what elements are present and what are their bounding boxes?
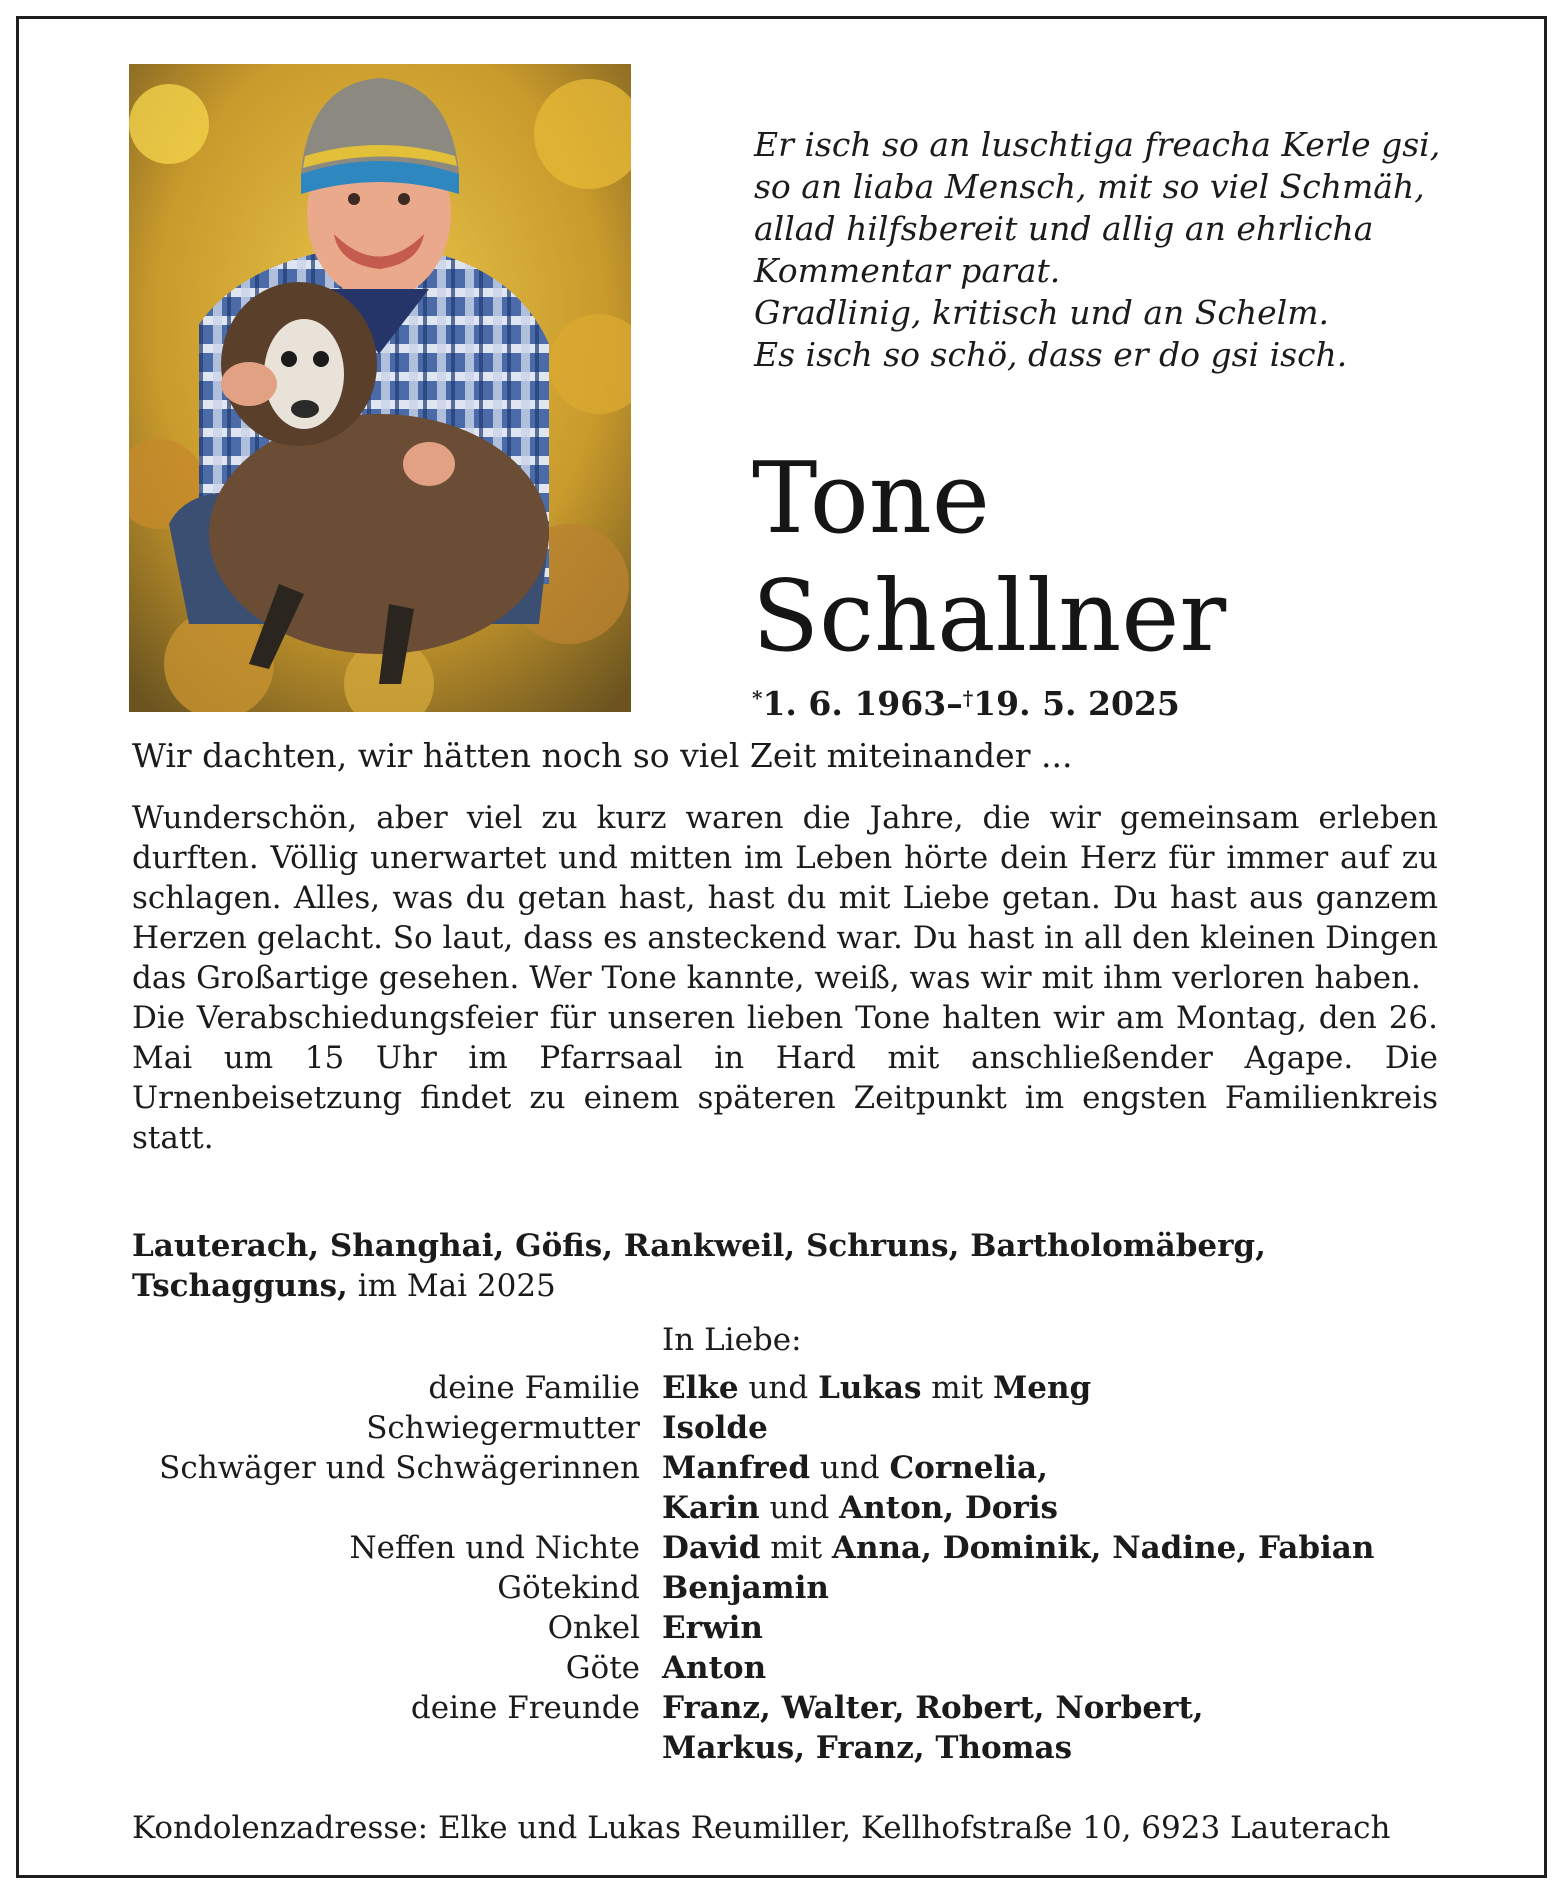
mourner-relation: Neffen und Nichte	[349, 1530, 640, 1566]
mourner-connector: mit	[921, 1370, 993, 1406]
obituary-text	[132, 798, 1438, 1158]
mourner-name: Erwin	[662, 1610, 763, 1646]
death-symbol: †	[962, 686, 974, 710]
mourner-row	[0, 1728, 1567, 1768]
mourner-name: Franz, Walter, Robert, Norbert,	[662, 1690, 1204, 1726]
mourner-names	[662, 1368, 1091, 1408]
mourner-names	[662, 1688, 1204, 1728]
mourner-row	[0, 1568, 1567, 1608]
mourner-name: Markus, Franz, Thomas	[662, 1730, 1073, 1766]
mourner-names	[662, 1488, 1058, 1528]
mourner-row	[0, 1448, 1567, 1488]
mourner-names	[662, 1608, 763, 1648]
mourner-name: Benjamin	[662, 1570, 829, 1606]
last-name: Schallner	[752, 560, 1227, 674]
death-date: 19. 5. 2025	[973, 684, 1180, 723]
mourner-row	[0, 1488, 1567, 1528]
mourner-row	[0, 1648, 1567, 1688]
poem	[754, 124, 1474, 376]
mourner-relation: deine Freunde	[410, 1690, 640, 1726]
mourner-relation: Schwiegermutter	[366, 1410, 640, 1446]
mourner-name: Cornelia,	[889, 1450, 1048, 1486]
mourner-row	[0, 1688, 1567, 1728]
mourner-names	[662, 1408, 768, 1448]
places-names: Lauterach, Shanghai, Göfis, Rankweil, Schruns, Bartholomäberg, Tschagguns,	[132, 1228, 1266, 1304]
mourner-names	[662, 1648, 766, 1688]
birth-date: 1. 6. 1963	[762, 684, 947, 723]
mourner-names	[662, 1728, 1072, 1768]
mourner-name: Karin	[662, 1490, 760, 1526]
mourner-name: Lukas	[818, 1370, 922, 1406]
poem-line: Gradlinig, kritisch und an Schelm.	[754, 293, 1330, 332]
mourner-name: Anton	[662, 1650, 767, 1686]
poem-line: Es isch so schö, dass er do gsi isch.	[754, 335, 1348, 374]
mourner-connector: und	[810, 1450, 890, 1486]
mourner-connector: mit	[760, 1530, 832, 1566]
mourner-name: Anton, Doris	[839, 1490, 1059, 1526]
deceased-name	[752, 440, 1226, 676]
mourner-relation: Onkel	[547, 1610, 640, 1646]
paragraph: Wunderschön, aber viel zu kurz waren die Jahre, die wir gemeinsam erleben durften. Völlig unerwartet und mitten im Leben hörte dein Herz für immer auf zu schlagen. Alles, was du getan hast, hast du mit Liebe getan. Du hast aus ganzem Herzen gelacht. So laut, dass es ansteckend war. Du hast in all den kleinen Dingen das Großartige gesehen. Wer Tone kannte, weiß, was wir mit ihm verloren haben.	[132, 800, 1438, 996]
mourner-name: Isolde	[662, 1410, 768, 1446]
poem-line: allad hilfsbereit und allig an ehrlicha	[754, 209, 1374, 248]
mourner-name: Anna, Dominik, Nadine, Fabian	[831, 1530, 1375, 1566]
date-dash: –	[946, 684, 963, 723]
intro-line: Wir dachten, wir hätten noch so viel Zeit miteinander ...	[132, 736, 1073, 775]
mourner-connector: und	[759, 1490, 840, 1526]
places-date: im Mai 2025	[347, 1268, 556, 1304]
mourner-connector: und	[738, 1370, 819, 1406]
mourner-name: Meng	[992, 1370, 1092, 1406]
birth-symbol: *	[752, 686, 763, 710]
in-liebe-label: In Liebe:	[662, 1322, 802, 1358]
mourner-relation: Göte	[565, 1650, 640, 1686]
places-line	[132, 1226, 1452, 1306]
paragraph: Die Verabschiedungsfeier für unseren lieben Tone halten wir am Montag, den 26. Mai um 15 Uhr im Pfarrsaal in Hard mit anschließender Agape. Die Urnenbeisetzung findet zu einem späteren Zeitpunkt im engsten Familienkreis statt.	[132, 1000, 1438, 1156]
condolence-address: Kondolenzadresse: Elke und Lukas Reumiller, Kellhofstraße 10, 6923 Lauterach	[132, 1810, 1391, 1846]
poem-line: Kommentar parat.	[754, 251, 1061, 290]
poem-line: Er isch so an luschtiga freacha Kerle gsi,	[754, 125, 1441, 164]
first-name: Tone	[752, 442, 990, 556]
portrait-photo	[129, 64, 631, 712]
mourner-names	[662, 1568, 829, 1608]
mourner-names	[662, 1528, 1374, 1568]
mourner-name: David	[662, 1530, 761, 1566]
mourner-relation: Schwäger und Schwägerinnen	[159, 1450, 640, 1486]
mourner-relation: Götekind	[497, 1570, 640, 1606]
life-dates	[752, 678, 1180, 724]
poem-line: so an liaba Mensch, mit so viel Schmäh,	[754, 167, 1425, 206]
mourner-names	[662, 1448, 1048, 1488]
mourner-name: Elke	[662, 1370, 739, 1406]
mourner-row	[0, 1408, 1567, 1448]
mourner-relation: deine Familie	[428, 1370, 640, 1406]
mourner-row	[0, 1368, 1567, 1408]
mourner-row	[0, 1608, 1567, 1648]
mourner-name: Manfred	[662, 1450, 811, 1486]
mourner-row	[0, 1528, 1567, 1568]
